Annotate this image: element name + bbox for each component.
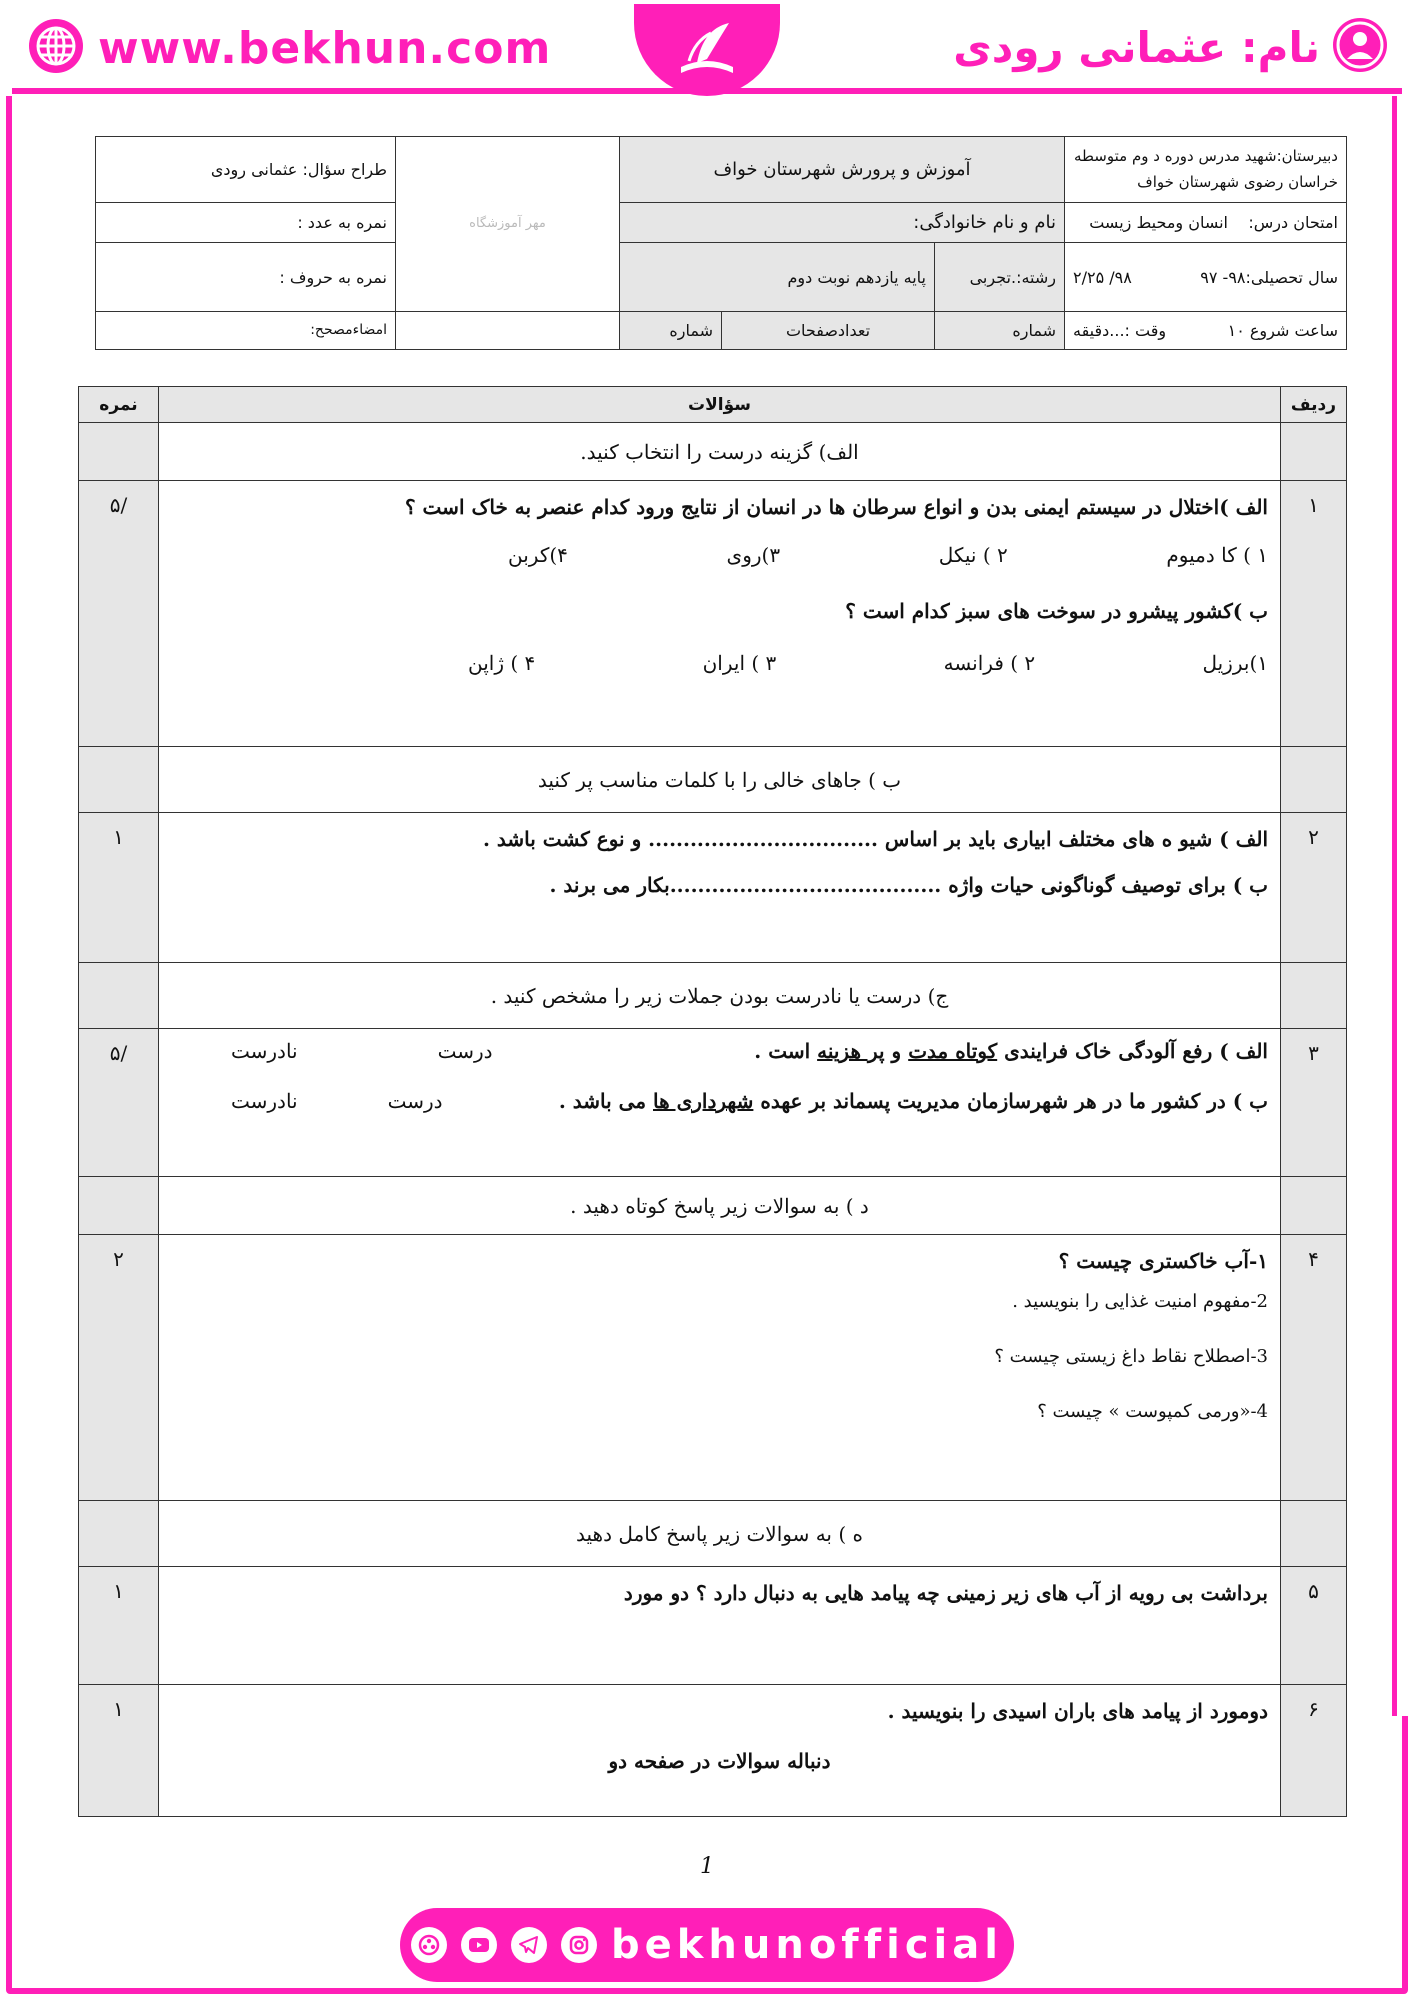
row-number: ۱ xyxy=(1281,481,1347,747)
score: ۱ xyxy=(79,813,159,963)
false-option[interactable]: نادرست xyxy=(231,1089,298,1113)
academic-year: سال تحصیلی:۹۸- ۹۷ ۹۸/ ۲/۲۵ xyxy=(1065,243,1347,311)
page-number: 1 xyxy=(700,1854,714,1879)
brand-logo xyxy=(634,0,780,96)
row-number: ۲ xyxy=(1281,813,1347,963)
question-5: برداشت بی رویه از آب های زیر زمینی چه پیامد هایی به دنبال دارد ؟ دو مورد xyxy=(159,1567,1281,1685)
question-4: ۱-آب خاکستری چیست ؟ 2-مفهوم امنیت غذایی را بنویسید . 3-اصطلاح نقاط داغ زیستی چیست ؟ 4-«ورمی کمپوست » چیست ؟ xyxy=(159,1235,1281,1501)
grade-session: پایه یازدهم نوبت دوم xyxy=(620,243,935,311)
duration: وقت :...دقیقه xyxy=(1073,320,1167,340)
col-row-header: ردیف xyxy=(1281,387,1347,423)
exam-subject-cell: امتحان درس: انسان ومحیط زیست xyxy=(1065,203,1347,243)
instagram-icon[interactable] xyxy=(561,1927,597,1963)
podcast-icon[interactable] xyxy=(411,1927,447,1963)
social-footer[interactable] xyxy=(400,1908,1014,1982)
globe-icon xyxy=(26,16,86,80)
q1b-options: ۱)برزیل ۲ ) فرانسه ۳ ) ایران ۴ ) ژاپن xyxy=(468,651,1268,675)
number-label-2: شماره xyxy=(620,311,722,349)
exam-date: ۹۸/ ۲/۲۵ xyxy=(1073,267,1132,287)
continue-note: دنباله سوالات در صفحه دو xyxy=(608,1749,831,1773)
school-stamp: مهر آموزشگاه xyxy=(396,137,620,312)
field-of-study: رشته:.تجربی xyxy=(935,243,1065,311)
website-url: www.bekhun.com xyxy=(98,22,552,74)
section-e-title: ه ) به سوالات زیر پاسخ کامل دهید xyxy=(159,1501,1281,1567)
social-handle: bekhunofficial xyxy=(611,1922,1003,1968)
top-header xyxy=(0,0,1414,96)
question-2: الف ) شیو ه های مختلف ابیاری باید بر اساس ................................. و نوع کشت باشد . ب ) برای توصیف گوناگونی حیات واژه .......................................بکار می برند . xyxy=(159,813,1281,963)
page-count-label: تعدادصفحات xyxy=(722,311,935,349)
question-3: الف ) رفع آلودگی خاک فرایندی کوتاه مدت و پر هزینه است . درست نادرست ب ) در کشور ما در هر شهرسازمان مدیریت پسماند بر عهده شهرداری ها می باشد . درست نادرست xyxy=(159,1029,1281,1177)
website-link[interactable] xyxy=(26,16,551,80)
student-name-field[interactable]: نام و نام خانوادگی: xyxy=(620,203,1065,243)
student-name: نام: عثمانی رودی xyxy=(953,22,1320,72)
number-label-1: شماره xyxy=(935,311,1065,349)
section-c-title: ج) درست یا نادرست بودن جملات زیر را مشخص کنید . xyxy=(159,963,1281,1029)
education-office: آموزش و پرورش شهرستان خواف xyxy=(620,137,1065,203)
question-1: الف )اختلال در سیستم ایمنی بدن و انواع سرطان ها در انسان از نتایج ورود کدام عنصر به خاک است ؟ ۱ ) کا دمیوم ۲ ) نیکل ۳)روی ۴)کربن ب )کشور پیشرو در سوخت های سبز کدام است ؟ ۱)برزیل ۲ ) فرانسه ۳ ) ایران ۴ ) ژاپن xyxy=(159,481,1281,747)
row-number: ۵ xyxy=(1281,1567,1347,1685)
row-number: ۳ xyxy=(1281,1029,1347,1177)
true-option[interactable]: درست xyxy=(387,1089,443,1113)
true-option[interactable]: درست xyxy=(437,1039,493,1063)
student-name-header xyxy=(953,14,1390,80)
score: /۵ xyxy=(79,481,159,747)
time-cell xyxy=(1065,311,1347,349)
section-b-title: ب ) جاهای خالی را با کلمات مناسب پر کنید xyxy=(159,747,1281,813)
score: ۱ xyxy=(79,1685,159,1817)
row-number: ۶ xyxy=(1281,1685,1347,1817)
q1a-options: ۱ ) کا دمیوم ۲ ) نیکل ۳)روی ۴)کربن xyxy=(508,543,1268,567)
row-number: ۴ xyxy=(1281,1235,1347,1501)
designer: طراح سؤال: عثمانی رودی xyxy=(96,137,396,203)
section-a-title: الف) گزینه درست را انتخاب کنید. xyxy=(159,423,1281,481)
corrector-signature: امضاءمصحح: xyxy=(96,311,396,349)
false-option[interactable]: نادرست xyxy=(231,1039,298,1063)
side-margin-line xyxy=(1382,96,1408,1716)
grade-numeric-field[interactable]: نمره به عدد : xyxy=(96,203,396,243)
score: ۱ xyxy=(79,1567,159,1685)
score: /۵ xyxy=(79,1029,159,1177)
col-questions-header: سؤالات xyxy=(159,387,1281,423)
telegram-icon[interactable] xyxy=(511,1927,547,1963)
exam-subject: انسان ومحیط زیست xyxy=(1089,213,1228,233)
score: ۲ xyxy=(79,1235,159,1501)
start-time: ساعت شروع ۱۰ xyxy=(1227,320,1338,340)
col-score-header: نمره xyxy=(79,387,159,423)
question-6: دومورد از پیامد های باران اسیدی را بنویسید . دنباله سوالات در صفحه دو xyxy=(159,1685,1281,1817)
section-d-title: د ) به سوالات زیر پاسخ کوتاه دهید . xyxy=(159,1177,1281,1235)
youtube-icon[interactable] xyxy=(461,1927,497,1963)
grade-words-field[interactable]: نمره به حروف : xyxy=(96,243,396,311)
book-feather-logo-icon xyxy=(667,15,747,85)
user-icon xyxy=(1330,15,1390,79)
exam-info-table xyxy=(95,136,1347,350)
questions-table xyxy=(78,386,1347,1817)
school-cell: دبیرستان:شهید مدرس دوره د وم متوسطه خراسان رضوی شهرستان خواف xyxy=(1065,137,1347,203)
